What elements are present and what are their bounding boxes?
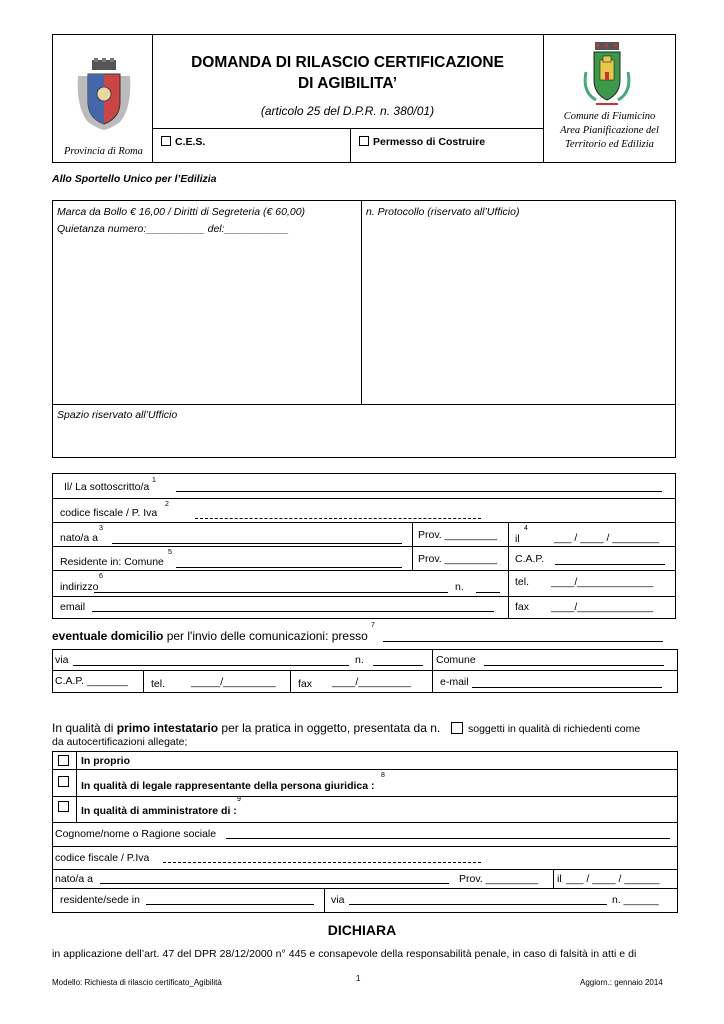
comune-crest-icon bbox=[582, 42, 632, 106]
comune-caption-1: Comune di Fiumicino bbox=[563, 111, 656, 122]
spazio-ufficio: Spazio riservato all’Ufficio bbox=[57, 409, 178, 421]
applicant-row-line bbox=[52, 498, 676, 499]
domicile-n-label: n. bbox=[355, 654, 364, 666]
provincia-crest-icon bbox=[74, 58, 134, 132]
role-intro-1: In qualità di bbox=[52, 721, 117, 735]
header-option-row-line bbox=[152, 128, 543, 129]
permesso-checkbox[interactable] bbox=[359, 136, 369, 146]
role-row-line bbox=[52, 869, 678, 870]
applicant-row-line bbox=[52, 522, 676, 523]
ces-checkbox[interactable] bbox=[161, 136, 171, 146]
domicile-tel-label: tel. bbox=[151, 678, 166, 690]
role-il-date-field[interactable]: ___ / ____ / ______ bbox=[566, 873, 660, 885]
domicile-col-line bbox=[432, 649, 433, 693]
num-soggetti-box[interactable] bbox=[451, 722, 463, 734]
domicile-col-line bbox=[290, 670, 291, 693]
office-box-divider bbox=[52, 404, 676, 405]
role-via-label: via bbox=[331, 894, 345, 906]
nato-label: nato/a a bbox=[60, 532, 98, 544]
protocollo: n. Protocollo (riservato all’Ufficio) bbox=[366, 206, 520, 218]
footer-updated: Aggiorn.: gennaio 2014 bbox=[580, 978, 663, 987]
legale-rappresentante-checkbox[interactable] bbox=[58, 776, 69, 787]
domicile-via-label: via bbox=[55, 654, 69, 666]
n-field[interactable] bbox=[476, 592, 500, 593]
domicile-fax-field[interactable]: ____/_________ bbox=[332, 676, 411, 688]
option-permesso-label: Permesso di Costruire bbox=[373, 136, 486, 148]
in-proprio-checkbox[interactable] bbox=[58, 755, 69, 766]
prov-field[interactable]: Prov. _________ bbox=[418, 529, 498, 541]
sottoscritto-field[interactable] bbox=[176, 491, 662, 492]
ragione-sociale-label: Cognome/nome o Ragione sociale bbox=[55, 828, 217, 840]
footer-page-number: 1 bbox=[356, 974, 361, 983]
domicile-row-line bbox=[52, 670, 678, 671]
footer-model: Modello: Richiesta di rilascio certificato_Agibilità bbox=[52, 978, 222, 987]
nato-field[interactable] bbox=[112, 543, 402, 544]
role-row-line bbox=[52, 846, 678, 847]
footnote-9: 9 bbox=[237, 796, 241, 803]
applicant-row-line bbox=[52, 546, 676, 547]
domicile-comune-label: Comune bbox=[436, 654, 476, 666]
footnote-5: 5 bbox=[168, 549, 172, 556]
tel-field[interactable]: ____/_____________ bbox=[551, 576, 654, 588]
quietanza[interactable]: Quietanza numero:__________ del:___________ bbox=[57, 223, 289, 235]
provincia-caption: Provincia di Roma bbox=[64, 146, 143, 157]
codice-fiscale-label: codice fiscale / P. Iva bbox=[60, 507, 158, 519]
legale-rappresentante-label: In qualità di legale rappresentante della persona giuridica : bbox=[81, 780, 375, 792]
title-line-2: DI AGIBILITA’ bbox=[297, 75, 398, 92]
title-subtitle: (articolo 25 del D.P.R. n. 380/01) bbox=[260, 104, 435, 118]
domicilio-label-bold: eventuale domicilio bbox=[52, 629, 164, 643]
domicile-email-label: e-mail bbox=[440, 676, 469, 688]
domicile-n-field[interactable] bbox=[373, 665, 423, 666]
footnote-2: 2 bbox=[165, 501, 169, 508]
cap-field[interactable] bbox=[555, 564, 665, 565]
footnote-8: 8 bbox=[381, 772, 385, 779]
footnote-3: 3 bbox=[99, 525, 103, 532]
role-row-line bbox=[52, 822, 678, 823]
prov2-field[interactable]: Prov. _________ bbox=[418, 553, 498, 565]
addressee: Allo Sportello Unico per l’Edilizia bbox=[52, 173, 217, 185]
dichiara-heading: DICHIARA bbox=[327, 922, 397, 938]
fax-field[interactable]: ____/_____________ bbox=[551, 601, 654, 613]
option-ces-label: C.E.S. bbox=[175, 136, 206, 148]
comune-caption-3: Territorio ed Edilizia bbox=[565, 139, 654, 150]
sottoscritto-label: Il/ La sottoscritto/a bbox=[64, 481, 150, 493]
role-prov-field[interactable]: Prov. _________ bbox=[459, 873, 539, 885]
role-intro-2: per la pratica in oggetto, presentata da n. bbox=[218, 721, 441, 735]
applicant-col-line bbox=[508, 522, 509, 619]
ragione-sociale-field[interactable] bbox=[226, 838, 670, 839]
domicile-cap-field[interactable]: C.A.P. _______ bbox=[55, 675, 128, 687]
option-permesso[interactable] bbox=[359, 136, 485, 148]
header-option-divider bbox=[350, 128, 351, 163]
role-nato-field[interactable] bbox=[100, 883, 449, 884]
role-residente-field[interactable] bbox=[146, 904, 314, 905]
domicilio-label-rest: per l'invio delle comunicazioni: presso bbox=[163, 629, 368, 643]
role-nato-label: nato/a a bbox=[55, 873, 93, 885]
applicant-row-line bbox=[52, 596, 676, 597]
applicant-row-line bbox=[52, 570, 676, 571]
domicile-col-line bbox=[143, 670, 144, 693]
dichiara-text: in applicazione dell’art. 47 del DPR 28/12/2000 n° 445 e consapevole della responsabilità penale, in caso di falsità in atti e di bbox=[52, 948, 637, 960]
domicile-tel-field[interactable]: _____/_________ bbox=[191, 676, 276, 688]
footnote-6: 6 bbox=[99, 573, 103, 580]
amministratore-checkbox[interactable] bbox=[58, 801, 69, 812]
role-via-field[interactable] bbox=[349, 904, 607, 905]
n-label: n. bbox=[455, 581, 464, 593]
marca-bollo: Marca da Bollo € 16,00 / Diritti di Segreteria (€ 60,00) bbox=[57, 206, 306, 218]
email-label: email bbox=[60, 601, 86, 613]
footnote-4: 4 bbox=[524, 525, 528, 532]
domicilio-line bbox=[52, 629, 368, 643]
domicilio-presso-field[interactable] bbox=[383, 641, 663, 642]
indirizzo-label: indirizzo bbox=[60, 581, 99, 593]
footnote-7: 7 bbox=[371, 622, 375, 629]
residente-label: Residente in: Comune bbox=[60, 556, 164, 568]
role-row-line bbox=[52, 769, 678, 770]
role-residente-label: residente/sede in bbox=[60, 894, 140, 906]
residente-field[interactable] bbox=[176, 567, 402, 568]
domicile-comune-field[interactable] bbox=[484, 665, 664, 666]
role-il-label: il bbox=[557, 873, 562, 885]
role-col-line bbox=[324, 888, 325, 913]
il-label: il bbox=[515, 533, 520, 545]
role-row-line bbox=[52, 888, 678, 889]
domicile-via-field[interactable] bbox=[73, 665, 349, 666]
in-proprio-label: In proprio bbox=[81, 755, 130, 767]
applicant-col-line bbox=[412, 522, 413, 570]
title-line-1: DOMANDA DI RILASCIO CERTIFICAZIONE bbox=[191, 54, 504, 71]
role-intro-line2: da autocertificazioni allegate; bbox=[52, 736, 188, 748]
role-intro-small: soggetti in qualità di richiedenti come bbox=[468, 723, 641, 735]
role-col-line bbox=[553, 869, 554, 888]
role-intro bbox=[52, 721, 440, 735]
role-col-line bbox=[76, 751, 77, 822]
cap-label: C.A.P. bbox=[515, 553, 544, 565]
office-box-vdivider bbox=[361, 200, 362, 404]
tel-label: tel. bbox=[515, 576, 530, 588]
comune-caption-2: Area Pianificazione del bbox=[560, 125, 659, 136]
indirizzo-field[interactable] bbox=[94, 592, 448, 593]
role-codice-fiscale-field[interactable] bbox=[163, 862, 481, 863]
fax-label: fax bbox=[515, 601, 530, 613]
role-n-field[interactable]: n. ______ bbox=[612, 894, 659, 906]
domicile-fax-label: fax bbox=[298, 678, 313, 690]
amministratore-label: In qualità di amministratore di : bbox=[81, 805, 237, 817]
role-row-line bbox=[52, 796, 678, 797]
role-intro-bold: primo intestatario bbox=[116, 721, 219, 735]
domicile-email-field[interactable] bbox=[472, 687, 662, 688]
email-field[interactable] bbox=[92, 611, 494, 612]
codice-fiscale-field[interactable] bbox=[195, 518, 481, 519]
option-ces[interactable] bbox=[161, 136, 205, 148]
footnote-1: 1 bbox=[152, 477, 156, 484]
role-codice-fiscale-label: codice fiscale / P.Iva bbox=[55, 852, 150, 864]
il-date-field[interactable]: ___ / ____ / ________ bbox=[554, 532, 660, 544]
